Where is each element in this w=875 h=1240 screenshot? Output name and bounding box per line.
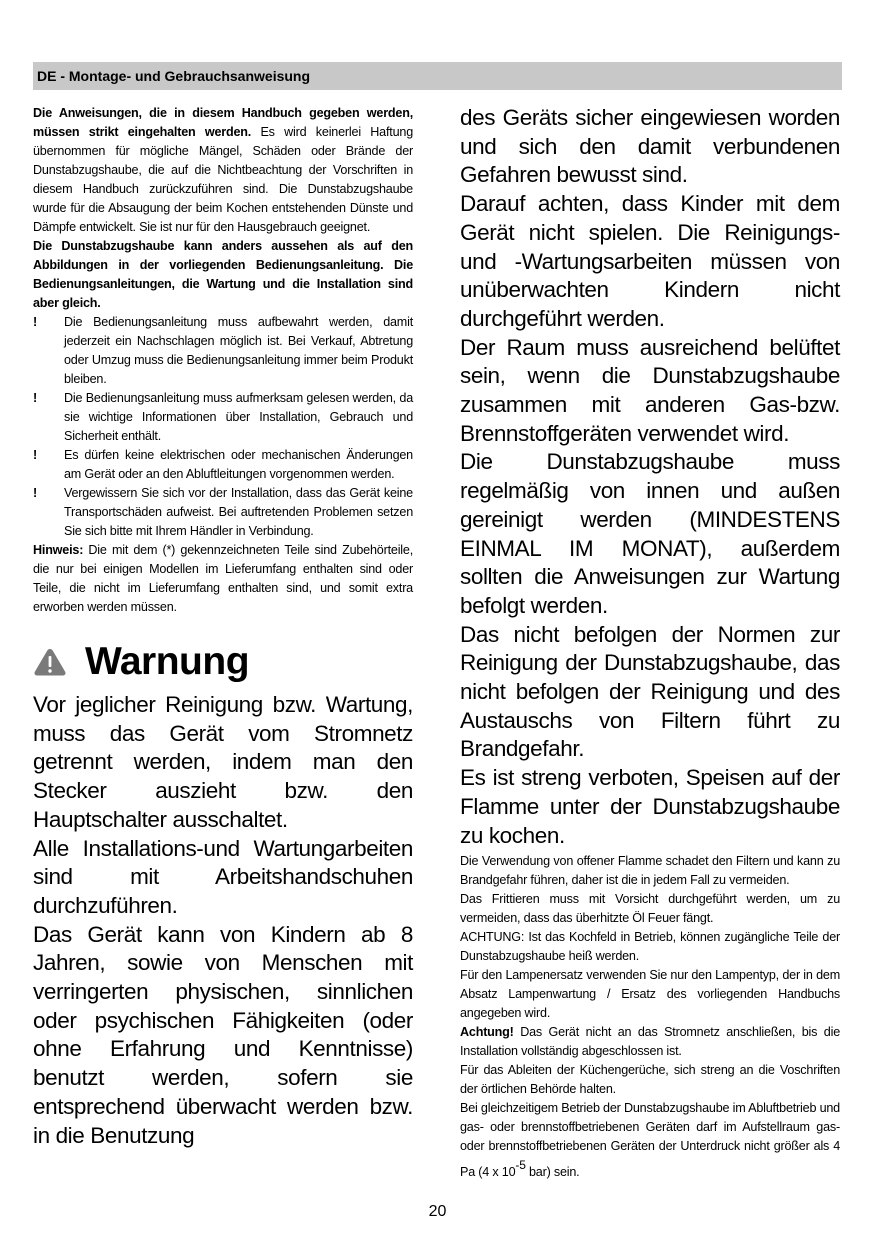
safety-paragraph bbox=[460, 1099, 840, 1182]
note-text: Die Bedienungsanleitung muss aufmerksam gelesen werden, da sie wichtige Informationen über Installation, Gebrauch und Sicherheit enthält. bbox=[64, 391, 413, 443]
note-text: Vergewissern Sie sich vor der Installation, dass das Gerät keine Transportschäden aufweist. Bei auftretenden Problemen setzen Sie sich bitte mit Ihrem Händler in Verbindung. bbox=[64, 486, 413, 538]
safety-notes-block bbox=[460, 852, 840, 1182]
section-header bbox=[33, 62, 842, 90]
safety-paragraph: Für den Lampenersatz verwenden Sie nur den Lampentyp, der in dem Absatz Lampenwartung / Ersatz des vorliegenden Handbuchs angegeben wird. bbox=[460, 968, 840, 1021]
hint-label: Hinweis: bbox=[33, 543, 84, 557]
intro-paragraph-2: Die Dunstabzugshaube kann anders aussehen als auf den Abbildungen in der vorliegenden Bedienungsanleitung. Die Bedienungsanleitungen, die Wartung und die Installation sind aber gleich. bbox=[33, 239, 413, 310]
pressure-text-end: bar) sein. bbox=[525, 1165, 580, 1180]
hint-text: Die mit dem (*) gekennzeichneten Teile sind Zubehörteile, die nur bei einigen Modellen im Lieferumfang enthalten sind oder Teile, die nicht im Lieferumfang enthalten sind, und somit extra erworben werden müssen. bbox=[33, 543, 413, 614]
warning-paragraph: Das nicht befolgen der Normen zur Reinigung der Dunstabzugshaube, das nicht befolgen der Reinigung und des Austauschs von Filtern führt zu Brandgefahr. bbox=[460, 621, 840, 762]
warning-right-text bbox=[460, 104, 840, 850]
attention-label: Achtung! bbox=[460, 1025, 514, 1040]
intro-paragraph-1-text: Es wird keinerlei Haftung übernommen für mögliche Mängel, Schäden oder Brände der Dunstabzugshaube, die auf die Nichtbeachtung der Vorschriften in diesem Handbuch zurückzuführen sind. Die Dunstabzugshaube wurde für die Absaugung der beim Kochen entstehenden Dünste und Dämpfe entwickelt. Sie ist nur für den Hausgebrauch geeignet. bbox=[33, 125, 413, 234]
warning-paragraph: Vor jeglicher Reinigung bzw. Wartung, muss das Gerät vom Stromnetz getrennt werden, indem man den Stecker auszieht bzw. den Hauptschalter ausschaltet. bbox=[33, 692, 413, 832]
safety-paragraph bbox=[460, 1023, 840, 1061]
notes-list bbox=[33, 313, 413, 541]
warning-paragraph: Alle Installations-und Wartungarbeiten sind mit Arbeitshandschuhen durchzuführen. bbox=[33, 835, 413, 918]
note-item bbox=[33, 484, 413, 541]
attention-text: Das Gerät nicht an das Stromnetz anschließen, bis die Installation vollständig abgeschlossen ist. bbox=[460, 1025, 840, 1059]
section-title: DE - Montage- und Gebrauchsanweisung bbox=[37, 68, 311, 84]
exponent: -5 bbox=[515, 1158, 526, 1173]
safety-paragraph: Die Verwendung von offener Flamme schadet den Filtern und kann zu Brandgefahr führen, daher ist die in jedem Fall zu vermeiden. bbox=[460, 854, 840, 888]
exclamation-mark: ! bbox=[33, 448, 37, 462]
intro-paragraph-1-bold: Die Anweisungen, die in diesem Handbuch gegeben werden, müssen strikt eingehalten werden. bbox=[33, 106, 413, 139]
intro-paragraph-1 bbox=[33, 104, 413, 237]
note-item bbox=[33, 313, 413, 389]
exclamation-mark: ! bbox=[33, 486, 37, 500]
left-column bbox=[33, 104, 413, 1150]
right-column bbox=[460, 104, 840, 1182]
note-item bbox=[33, 446, 413, 484]
warning-paragraph: Das Gerät kann von Kindern ab 8 Jahren, sowie von Menschen mit verringerten physischen, sinnlichen oder psychischen Fähigkeiten (oder ohne Erfahrung und Kenntnisse) benutzt werden, sofern sie entsprechend überwacht werden bzw. in die Benutzung bbox=[33, 921, 413, 1148]
safety-paragraph: Das Frittieren muss mit Vorsicht durchgeführt werden, um zu vermeiden, dass das überhitzte Öl Feuer fängt. bbox=[460, 892, 840, 926]
page-number: 20 bbox=[428, 1203, 447, 1220]
exclamation-mark: ! bbox=[33, 315, 37, 329]
warning-heading bbox=[33, 637, 413, 687]
exclamation-mark: ! bbox=[33, 391, 37, 405]
pressure-text: Bei gleichzeitigem Betrieb der Dunstabzugshaube im Abluftbetrieb und gas- oder brennstoffbetriebenen Geräten darf im Aufstellraum gas- oder brennstoffbetriebenen Geräten der Unterdruck nicht größer als 4 Pa (4 x 10 bbox=[460, 1101, 840, 1180]
warning-paragraph: Der Raum muss ausreichend belüftet sein, wenn die Dunstabzugshaube zusammen mit anderen Gas-bzw. Brennstoffgeräten verwendet wird. bbox=[460, 334, 840, 446]
warning-paragraph: Die Dunstabzugshaube muss regelmäßig von innen und außen gereinigt werden (MINDESTENS EINMAL IM MONAT), außerdem sollten die Anweisungen zur Wartung befolgt werden. bbox=[460, 449, 840, 618]
note-text: Die Bedienungsanleitung muss aufbewahrt werden, damit jederzeit ein Nachschlagen möglich ist. Bei Verkauf, Abtretung oder Umzug muss die Bedienungsanleitung immer beim Produkt bleiben. bbox=[64, 315, 413, 386]
warning-paragraph: Es ist streng verboten, Speisen auf der Flamme unter der Dunstabzugshaube zu kochen. bbox=[460, 765, 840, 848]
warning-paragraph: des Geräts sicher eingewiesen worden und sich den damit verbundenen Gefahren bewusst sind. bbox=[460, 105, 840, 188]
hint-paragraph bbox=[33, 541, 413, 617]
note-text: Es dürfen keine elektrischen oder mechanischen Änderungen am Gerät oder an den Abluftleitungen vorgenommen werden. bbox=[64, 448, 413, 481]
safety-paragraph: ACHTUNG: Ist das Kochfeld in Betrieb, können zugängliche Teile der Dunstabzugshaube heiß werden. bbox=[460, 930, 840, 964]
warning-left-text bbox=[33, 691, 413, 1150]
safety-paragraph: Für das Ableiten der Küchengerüche, sich streng an die Voschriften der örtlichen Behörde halten. bbox=[460, 1063, 840, 1097]
warning-triangle-icon bbox=[33, 647, 67, 677]
note-item bbox=[33, 389, 413, 446]
intro-block bbox=[33, 104, 413, 617]
warning-paragraph: Darauf achten, dass Kinder mit dem Gerät nicht spielen. Die Reinigungs- und -Wartungsarbeiten müssen von unüberwachten Kindern nicht durchgeführt werden. bbox=[460, 191, 840, 331]
warning-title: Warnung bbox=[85, 640, 250, 683]
